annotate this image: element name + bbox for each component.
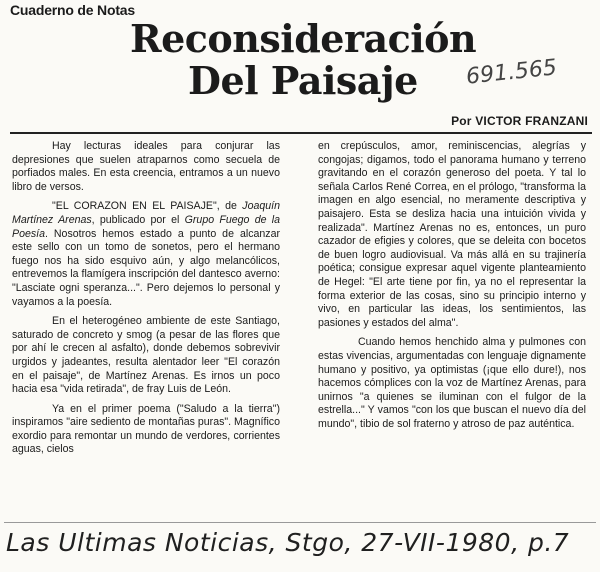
publisher-name: Grupo Fuego de la Poesía: [12, 213, 281, 240]
author-name: Joaquín Martínez Arenas: [12, 200, 280, 226]
article-title: [130, 18, 476, 102]
paragraph-text: "EL CORAZON EN EL PAISAJE", de: [52, 200, 243, 213]
byline: Por VICTOR FRANZANI: [451, 114, 588, 128]
paragraph: en crepúsculos, amor, reminiscencias, alegrías y congojas; digamos, todo el panorama humano y terreno gravitando en el corazón generoso del poeta. Y tal lo señala Carlos René Correa, en el prólogo, "transforma la imagen en algo esencial, no meramente descriptiva y paisajero. Esta se desliza hacia una intuición vivida y realizada". Martínez Arenas no es, entonces, un puro cazador de efigies y colores, que se deleita con bocetos de buen logro audiovisual. Va más allá en su trajinería poética; consigue expresar aquel vigente planteamiento de Hegel: "El arte tiene por fin, ya no el representar la forma exterior de las cosas, sino su principio interno y vivo, en particular las ideas, los sentimientos, las pasiones y estados del alma".: [318, 140, 586, 329]
paragraph: Hay lecturas ideales para conjurar las depresiones que suelen atraparnos como secuela de porfiados males. En esta creencia, entramos a un nuevo libro de versos.: [12, 140, 280, 193]
title-line-2: Del Paisaje: [188, 58, 418, 103]
paragraph-text: . Nosotros hemos estado a punto de alcanzar este sello con un tomo de sonetos, pero el hermano fuego nos ha sido esquivo aún, y algo melancólicos, entrevemos la flamígera inscripción del dantesco averno: "Lasciate ogni speranza...". Pero dejemos lo personal y vayamos a la poesía.: [12, 227, 280, 308]
paragraph: Cuando hemos henchido alma y pulmones con estas vivencias, argumentadas con lenguaje dignamente humano y positivo, ya optimistas (¡que ello dure!), nos hacemos cómplices con la voz de Martínez Arenas, para unirnos "a quienes se iluminan con el fulgor de la estrella..." Y vamos "con los que buscan el nuevo día del mundo", tibio de sol fraterno y atroso de paz auténtica.: [318, 336, 586, 430]
section-label: Cuaderno de Notas: [10, 2, 135, 18]
paragraph-text: , publicado por el: [91, 213, 185, 226]
handwritten-source-note: Las Ultimas Noticias, Stgo, 27-VII-1980, p.7: [6, 528, 570, 557]
paragraph: En el heterogéneo ambiente de este Santiago, saturado de concreto y smog (a pesar de las flores que por ahí le crecen al asfalto), donde debemos sobrevivir urgidos y jadeantes, resulta alentador leer "El corazón en el paisaje", de Martínez Arenas. Es irnos un poco hacia esa "vida retirada", de fray Luis de León.: [12, 315, 280, 396]
right-column: [318, 140, 586, 437]
paragraph: [12, 200, 280, 309]
left-column: [12, 140, 280, 463]
title-line-1: Reconsideración: [130, 16, 477, 61]
footer-rule: [4, 522, 596, 523]
handwritten-catalog-number: 691.565: [464, 55, 559, 90]
paragraph: Ya en el primer poema ("Saludo a la tierra") inspiramos "aire sediento de montañas puras". Magnífico exordio para remontar un mundo de verdores, corrientes aguas, cielos: [12, 402, 280, 456]
header-rule: [10, 132, 592, 134]
